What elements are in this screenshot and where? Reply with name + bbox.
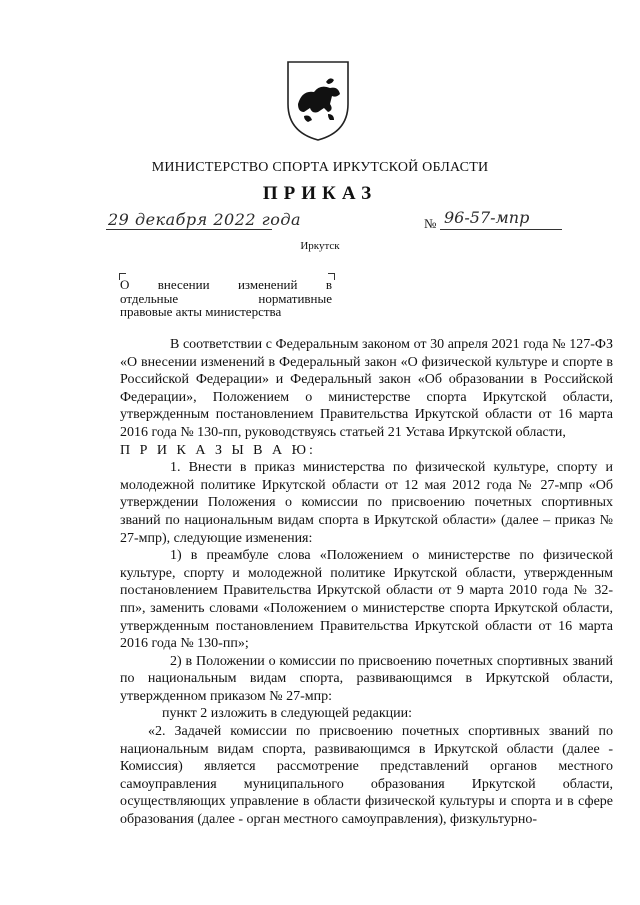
paragraph-1-1: 1) в преамбуле слова «Положением о министерстве по физической культуре, спорту и молодежной политике Иркутской области, утвержденным постановлением Правительства Иркутской области от 9 марта 2010 года № 32-пп», заменить словами «Положением о министерстве спорта Иркутской области, утвержденным постановлением Правительства Иркутской области от 16 марта 2016 года № 130-пп»; [120,548,613,652]
preamble-paragraph: В соответствии с Федеральным законом от 30 апреля 2021 года № 127-ФЗ «О внесении изменений в Федеральный закон «О физической культуре и спорте в Российской Федерации» и Федеральный закон «Об образовании в Российской Федерации», Положением о министерстве спорта Иркутской области, утвержденным постановлением Правительства Иркутской области от 16 марта 2016 года № 130-пп, руководствуясь статьей 21 Устава Иркутской области, [120,337,613,440]
order-number-label: № [424,216,437,231]
subject-line: О внесении изменений в [120,277,332,292]
order-word: П Р И К А З Ы В А Ю: [120,442,316,458]
coat-of-arms-emblem [284,58,352,142]
subject-line: отдельные нормативные [120,290,332,306]
paragraph-1-2: 2) в Положении о комиссии по присвоению почетных спортивных званий по национальным видам спорта, развивающимся в Иркутской области, утвержденном приказом № 27-мпр: [120,653,613,704]
order-date: 29 декабря 2022 года [108,210,302,229]
city-name: Иркутск [300,240,340,252]
date-underline [106,229,272,230]
paragraph-quoted-text: «2. Задачей комиссии по присвоению почетных спортивных званий по национальным видам спорта, развивающимся в Иркутской области (далее - Комиссия) является рассмотрение представлений органов местного самоуправления муниципального образования Иркутской области, осуществляющих управление в области физической культуры и спорта и в сфере образования (далее - орган местного самоуправления), физкультурно- [120,724,613,828]
order-subject [120,278,332,319]
paragraph-1-2-a: пункт 2 изложить в следующей редакции: [162,706,412,722]
ministry-name: МИНИСТЕРСТВО СПОРТА ИРКУТСКОЙ ОБЛАСТИ [151,160,489,175]
paragraph-1: 1. Внести в приказ министерства по физической культуре, спорту и молодежной политике Иркутской области от 12 мая 2012 года № 27-мпр «Об утверждении Положения о комиссии по присвоению почетных спортивных званий по национальным видам спорта в Иркутской области» (далее – приказ № 27-мпр), следующие изменения: [120,460,613,546]
subject-line: правовые акты министерства [120,304,282,319]
number-underline [440,229,562,230]
order-number: 96-57-мпр [444,208,530,227]
document-body [120,336,613,829]
document-title: ПРИКАЗ [262,183,378,204]
